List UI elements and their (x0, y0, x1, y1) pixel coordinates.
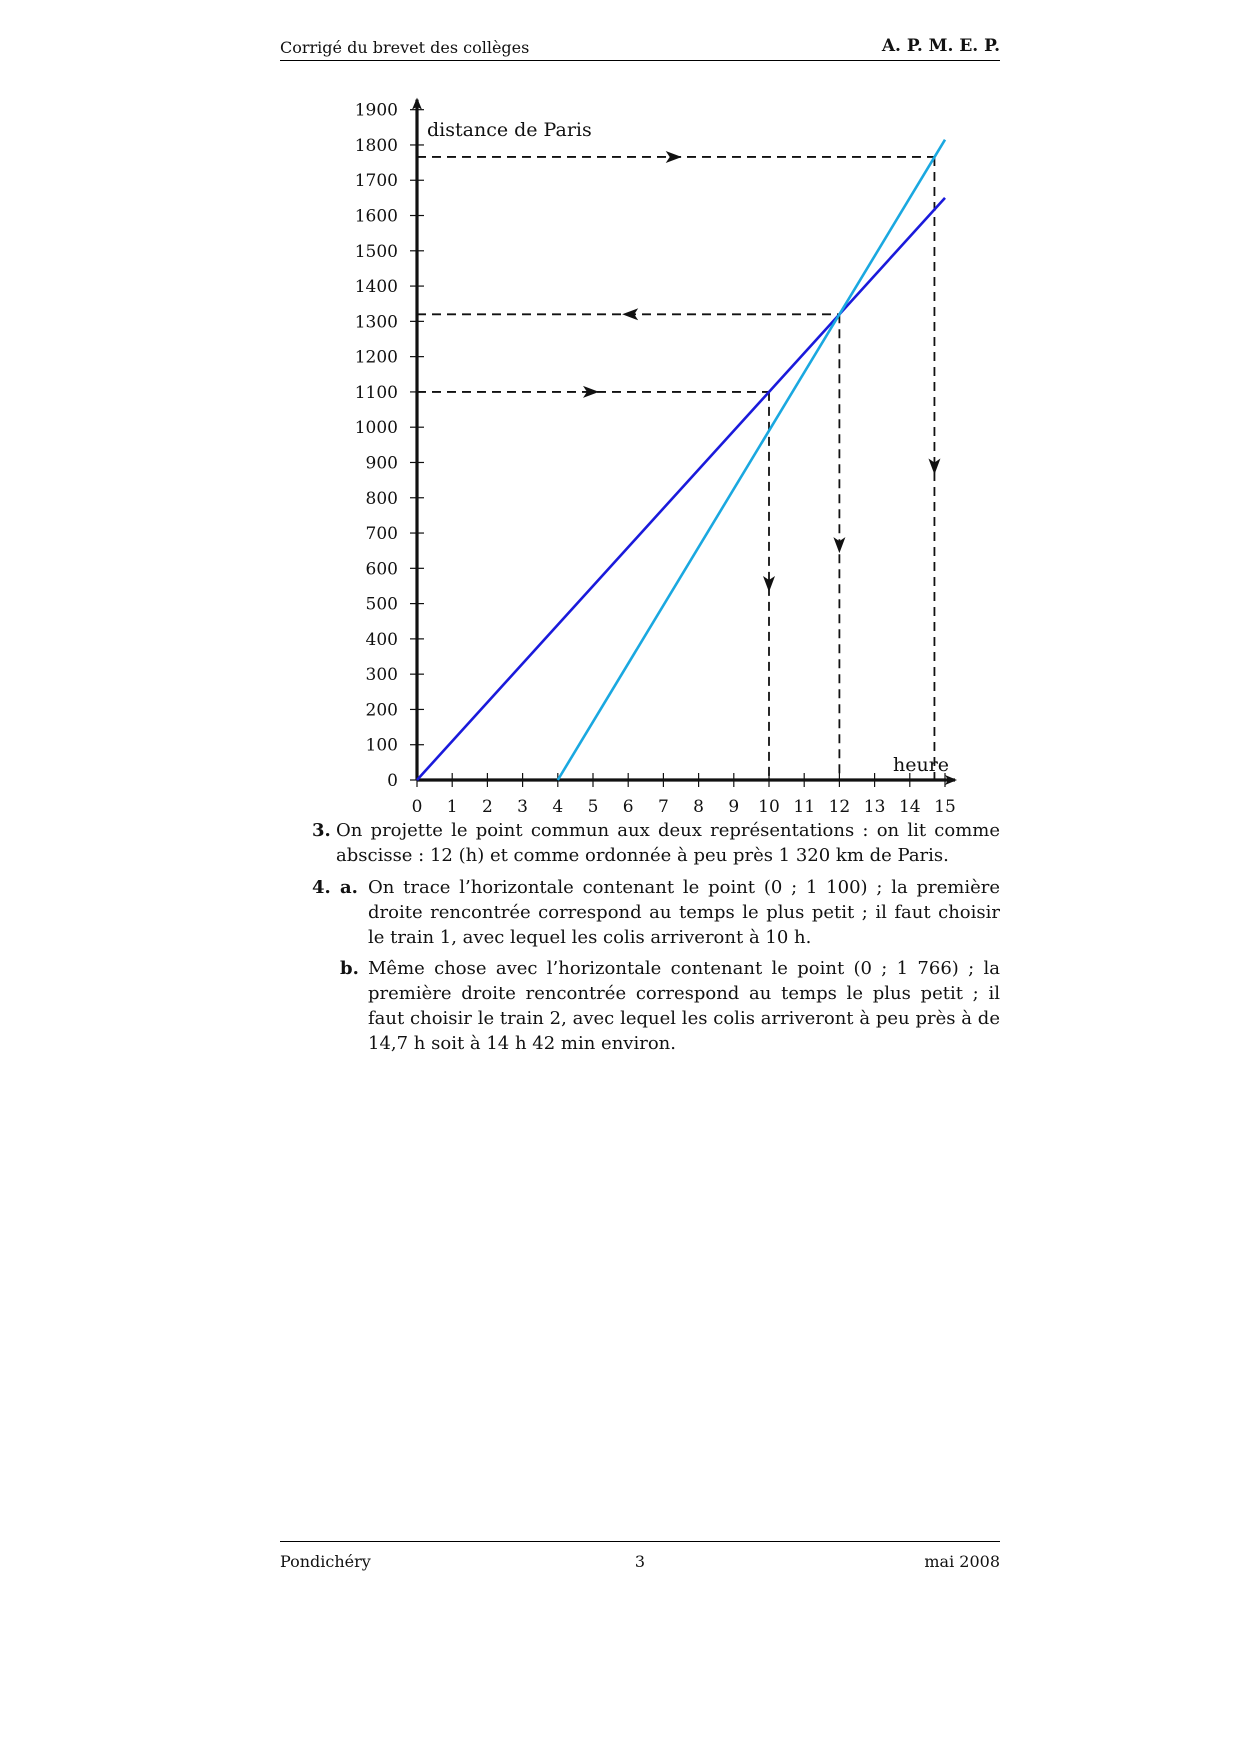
y-tick-label: 1900 (354, 100, 398, 121)
y-tick-label: 0 (387, 771, 398, 791)
x-tick-label: 12 (828, 797, 851, 817)
y-tick-label: 1100 (354, 382, 398, 403)
y-tick-label: 1800 (354, 135, 398, 156)
x-tick-label: 9 (728, 797, 740, 817)
header-org: A. P. M. E. P. (881, 36, 1000, 56)
x-tick-label: 11 (793, 797, 816, 817)
item-number: 3. (312, 820, 331, 841)
y-tick-label: 1400 (354, 277, 398, 298)
item-text: On projette le point commun aux deux représentations : on lit comme abscisse : 12 (h) et comme ordonnée à peu près 1 320 km de Paris. (336, 820, 1000, 866)
item-subletter: a. (340, 877, 358, 898)
y-tick-label: 300 (365, 665, 398, 686)
y-tick-label: 200 (365, 700, 398, 721)
y-axis-label: distance de Paris (427, 119, 592, 141)
x-axis-label: heure (893, 754, 950, 776)
y-tick-label: 800 (365, 488, 398, 509)
footer-date: mai 2008 (924, 1552, 1000, 1571)
distance-time-chart (0, 0, 1240, 830)
y-tick-label: 1600 (354, 206, 398, 227)
page-footer (280, 1541, 1000, 1572)
x-tick-label: 10 (758, 797, 780, 817)
x-tick-label: 2 (481, 797, 493, 817)
y-tick-label: 1000 (354, 418, 398, 439)
x-tick-label: 6 (622, 797, 634, 817)
x-tick-label: 0 (411, 797, 423, 817)
x-tick-label: 3 (517, 797, 529, 817)
series-line-1 (417, 198, 945, 780)
y-tick-label: 1200 (354, 347, 398, 368)
x-tick-label: 1 (446, 797, 458, 817)
y-tick-label: 100 (365, 735, 398, 756)
x-tick-label: 5 (587, 797, 599, 817)
x-tick-label: 4 (552, 797, 564, 817)
item-number: 4. (312, 877, 331, 898)
y-tick-label: 1700 (354, 171, 398, 192)
x-tick-label: 14 (898, 797, 921, 817)
x-tick-label: 7 (657, 797, 669, 817)
x-tick-label: 8 (693, 797, 705, 817)
footer-location: Pondichéry (280, 1552, 371, 1571)
y-tick-label: 900 (365, 453, 398, 474)
y-tick-label: 600 (365, 559, 398, 580)
item-subletter: b. (340, 958, 359, 979)
header-title: Corrigé du brevet des collèges (280, 38, 530, 57)
y-tick-label: 700 (365, 524, 398, 545)
x-tick-label: 15 (934, 797, 956, 817)
item-text: Même chose avec l’horizontale contenant le point (0 ; 1 766) ; la première droite rencontrée correspond au temps le plus petit ; il faut choisir le train 2, avec lequel les colis arriveront à peu près à de 14,7 h soit à 14 h 42 min environ. (368, 958, 1000, 1054)
y-tick-label: 500 (365, 594, 398, 615)
arrow-right-icon (666, 151, 682, 163)
x-tick-label: 13 (863, 797, 886, 817)
item-text: On trace l’horizontale contenant le point (0 ; 1 100) ; la première droite rencontrée correspond au temps le plus petit ; il faut choisir le train 1, avec lequel les colis arriveront à 10 h. (368, 877, 1000, 948)
y-tick-label: 1500 (354, 241, 398, 262)
series-line-2 (558, 140, 945, 780)
page-number: 3 (634, 1552, 646, 1571)
y-tick-label: 1300 (354, 312, 398, 333)
y-tick-label: 400 (365, 629, 398, 650)
